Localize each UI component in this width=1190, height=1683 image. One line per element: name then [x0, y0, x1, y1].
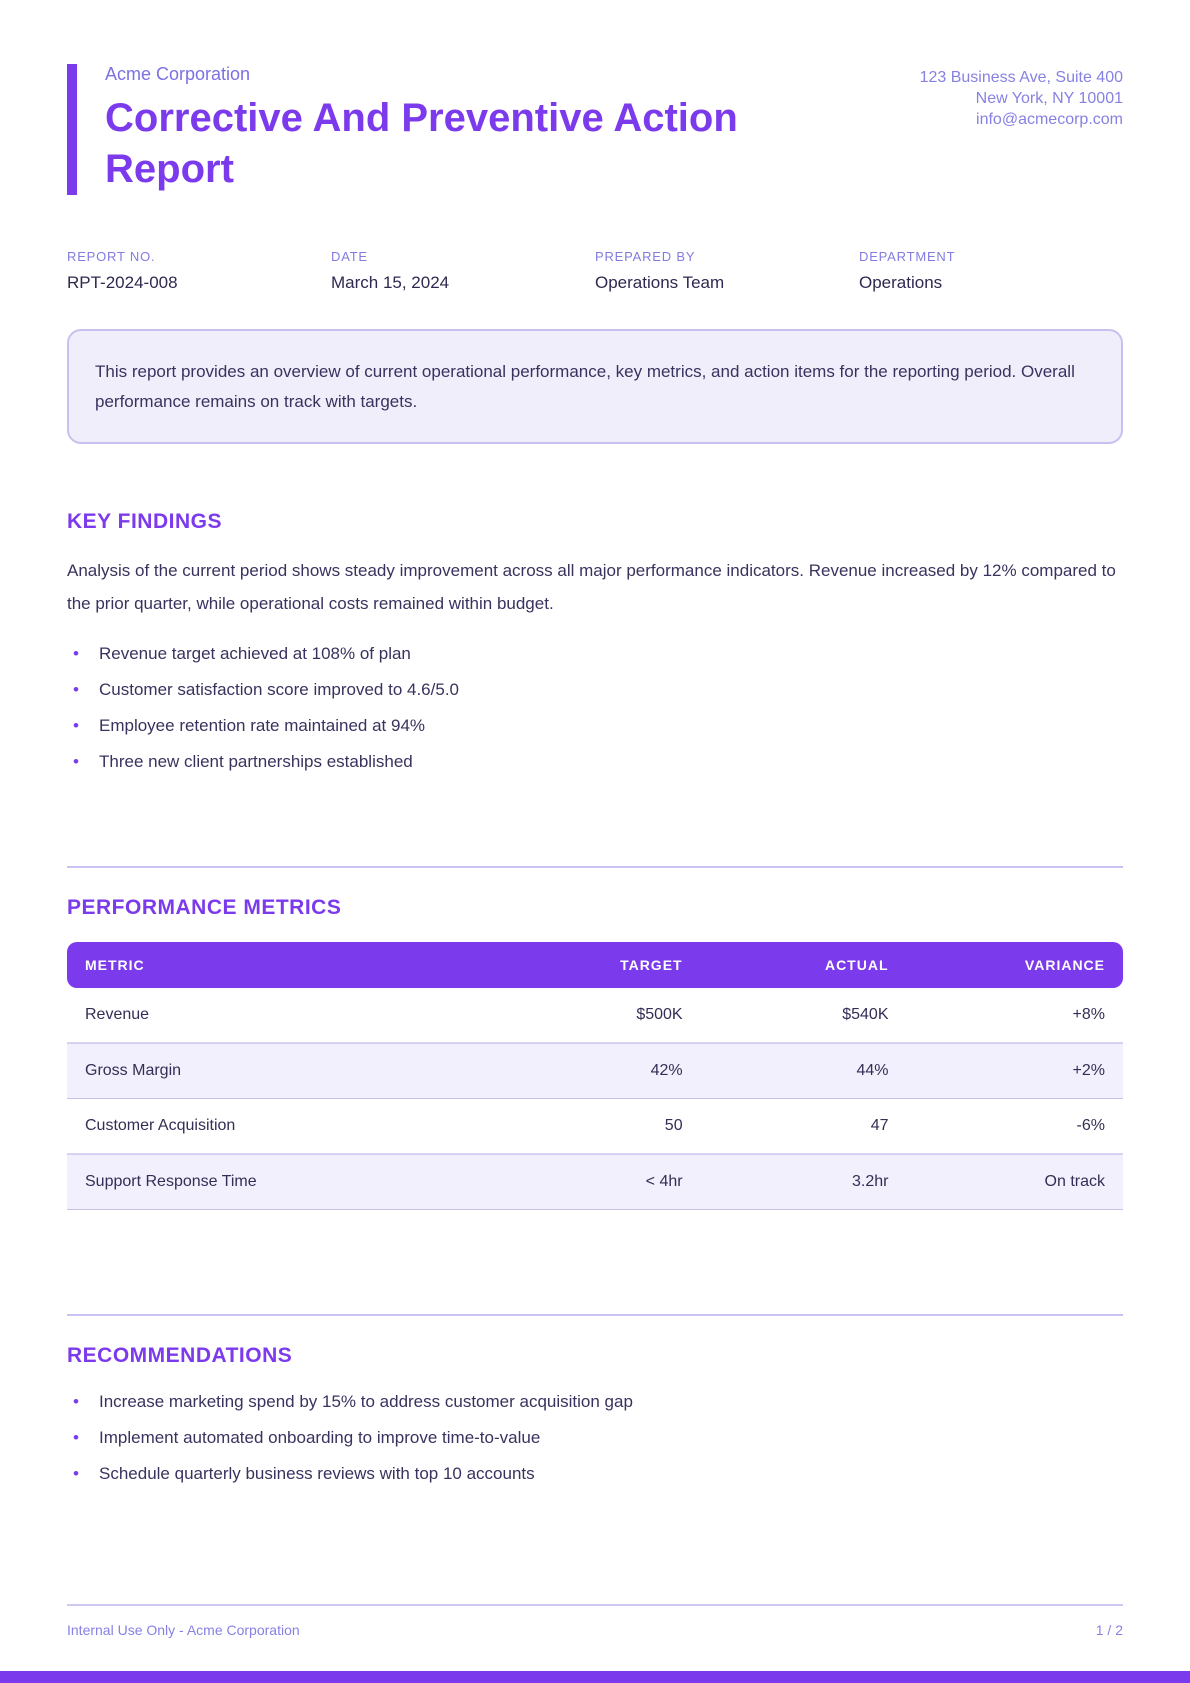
meta-label: DATE — [331, 249, 368, 265]
table-cell-target: < 4hr — [489, 1154, 700, 1210]
table-row — [67, 1043, 1123, 1099]
bullet-marker: • — [73, 752, 79, 772]
header-accent-block — [67, 64, 867, 195]
table-cell-target: 42% — [489, 1043, 700, 1099]
meta-label: PREPARED BY — [595, 249, 696, 265]
bullet-marker: • — [73, 1428, 79, 1448]
meta-field — [67, 249, 331, 293]
section-heading-recommendations: RECOMMENDATIONS — [67, 1344, 293, 1368]
section-divider — [67, 1314, 1123, 1316]
table-cell-metric: Support Response Time — [67, 1154, 489, 1210]
list-item — [67, 1428, 1123, 1448]
footer — [67, 1604, 1123, 1638]
key-findings-list — [67, 644, 1123, 772]
table-cell-actual: 47 — [701, 1099, 907, 1154]
address-line-street: 123 Business Ave, Suite 400 — [919, 69, 1123, 86]
list-item-text: Increase marketing spend by 15% to address customer acquisition gap — [99, 1392, 633, 1412]
meta-label: REPORT NO. — [67, 249, 156, 265]
table-cell-target: 50 — [489, 1099, 700, 1154]
bullet-marker: • — [73, 1464, 79, 1484]
list-item — [67, 716, 1123, 736]
footer-confidentiality-note: Internal Use Only - Acme Corporation — [67, 1622, 300, 1638]
table-cell-variance: -6% — [907, 1099, 1124, 1154]
metrics-table-head — [67, 942, 1123, 988]
section-heading-performance-metrics: PERFORMANCE METRICS — [67, 896, 342, 920]
list-item — [67, 1464, 1123, 1484]
meta-field — [331, 249, 595, 293]
page-number: 1 / 2 — [1095, 1622, 1123, 1638]
table-cell-variance: On track — [907, 1154, 1124, 1210]
metrics-table-body — [67, 988, 1123, 1210]
table-cell-metric: Gross Margin — [67, 1043, 489, 1099]
table-cell-metric: Customer Acquisition — [67, 1099, 489, 1154]
list-item — [67, 644, 1123, 664]
table-header-cell: VARIANCE — [907, 942, 1124, 988]
key-findings-paragraph: Analysis of the current period shows steady improvement across all major performance indicators. Revenue increased by 12% compared to the prior quarter, while operational costs remained within budget. — [67, 560, 1116, 613]
table-header-cell: METRIC — [67, 942, 489, 988]
address-block — [920, 64, 1123, 130]
list-item-text: Schedule quarterly business reviews with top 10 accounts — [99, 1464, 535, 1484]
list-item-text: Revenue target achieved at 108% of plan — [99, 644, 411, 664]
table-row — [67, 1099, 1123, 1154]
meta-label: DEPARTMENT — [859, 249, 956, 265]
table-row — [67, 1154, 1123, 1210]
meta-grid — [67, 249, 1123, 293]
recommendations-list — [67, 1392, 1123, 1484]
list-item — [67, 752, 1123, 772]
address-line-email: info@acmecorp.com — [976, 110, 1123, 128]
table-header-cell: TARGET — [489, 942, 700, 988]
table-cell-variance: +2% — [907, 1043, 1124, 1099]
bottom-accent-bar — [0, 1671, 1190, 1683]
address-line-city: New York, NY 10001 — [975, 89, 1123, 107]
section-divider — [67, 866, 1123, 868]
list-item-text: Employee retention rate maintained at 94% — [99, 716, 426, 736]
document-header — [67, 64, 1123, 195]
meta-field — [595, 249, 859, 293]
table-cell-variance: +8% — [907, 988, 1124, 1043]
metrics-table — [67, 942, 1123, 1210]
bullet-marker: • — [73, 680, 79, 700]
bullet-marker: • — [73, 1392, 79, 1412]
meta-value: RPT-2024-008 — [67, 273, 178, 293]
section-heading-key-findings: KEY FINDINGS — [67, 509, 222, 533]
meta-value: Operations Team — [595, 273, 725, 293]
meta-value: March 15, 2024 — [331, 273, 450, 293]
company-name: Acme Corporation — [105, 64, 251, 84]
report-title: Corrective And Preventive Action Report — [105, 96, 738, 192]
list-item-text: Implement automated onboarding to improve time-to-value — [99, 1428, 541, 1448]
table-header-row — [67, 942, 1123, 988]
table-cell-actual: $540K — [701, 988, 907, 1043]
list-item — [67, 1392, 1123, 1412]
table-cell-actual: 44% — [701, 1043, 907, 1099]
summary-text: This report provides an overview of current operational performance, key metrics, and action items for the reporting period. Overall performance remains on track with targets. — [95, 362, 1075, 411]
meta-value: Operations — [859, 273, 943, 293]
list-item — [67, 680, 1123, 700]
list-item-text: Customer satisfaction score improved to 4.6/5.0 — [99, 680, 459, 700]
summary-box — [67, 329, 1123, 443]
bullet-marker: • — [73, 716, 79, 736]
list-item-text: Three new client partnerships established — [99, 752, 413, 772]
table-cell-metric: Revenue — [67, 988, 489, 1043]
table-cell-target: $500K — [489, 988, 700, 1043]
meta-field — [859, 249, 1123, 293]
table-header-cell: ACTUAL — [701, 942, 907, 988]
table-cell-actual: 3.2hr — [701, 1154, 907, 1210]
bullet-marker: • — [73, 644, 79, 664]
table-row — [67, 988, 1123, 1043]
